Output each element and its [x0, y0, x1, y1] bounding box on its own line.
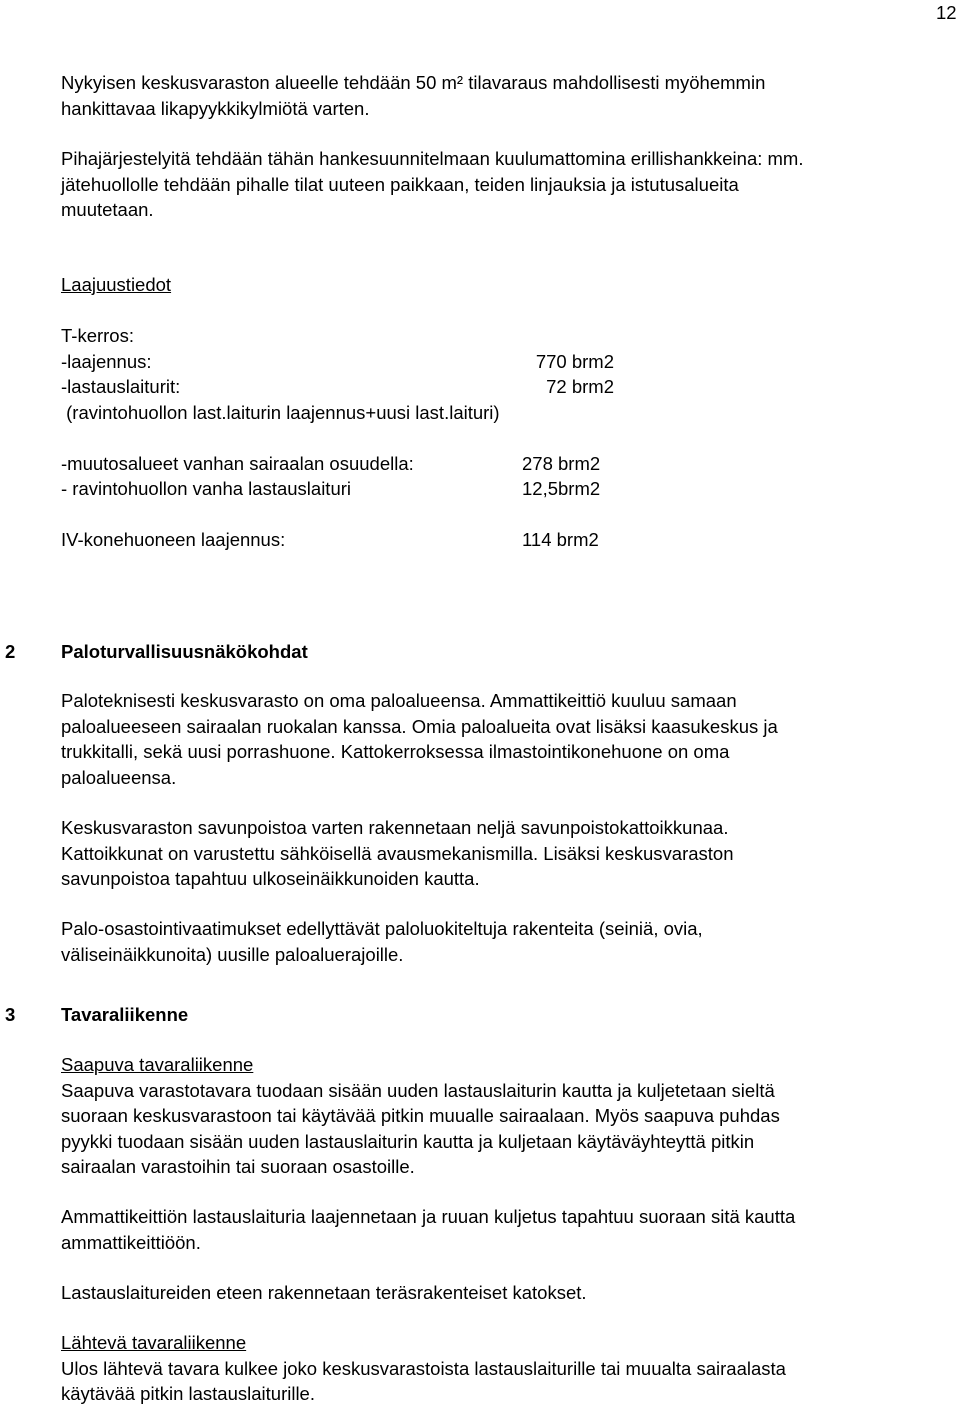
text-line: Palo-osastointivaatimukset edellyttävät paloluokiteltuja rakenteita (seiniä, ovia,: [61, 918, 703, 939]
text-line: ammattikeittiöön.: [61, 1231, 201, 1253]
text-line: suoraan keskusvarastoon tai käytävää pitkin muualle sairaalaan. Myös saapuva puhdas: [61, 1105, 780, 1126]
intro-paragraph-2: [61, 146, 941, 223]
text-line: Keskusvaraston savunpoistoa varten rakennetaan neljä savunpoistokattoikkunaa.: [61, 817, 729, 838]
text-line: Paloteknisesti keskusvarasto on oma paloalueensa. Ammattikeittiö kuuluu samaan: [61, 690, 737, 711]
text-line: Nykyisen keskusvaraston alueelle tehdään 50 m² tilavaraus mahdollisesti myöhemmin: [61, 72, 766, 93]
saapuva-block: [61, 1052, 941, 1180]
text-line: jätehuollolle tehdään pihalle tilat uuteen paikkaan, teiden linjauksia ja istutusalueita: [61, 173, 739, 195]
katokset-paragraph: [61, 1280, 941, 1306]
section-2-number: 2: [5, 641, 16, 662]
area-value-laajennus: 770 brm2: [535, 351, 614, 372]
section-2-paragraph-3: [61, 916, 941, 967]
area-label-lastauslaiturit: -lastauslaiturit:: [61, 376, 181, 397]
area-value-muutosalueet: 278 brm2: [522, 453, 601, 474]
section-3-title: Tavaraliikenne: [61, 1004, 189, 1025]
section-2-paragraph-1: [61, 688, 941, 790]
text-line: trukkitalli, sekä uusi porrashuone. Kattokerroksessa ilmastointikonehuone on oma: [61, 741, 730, 762]
text-line: hankittavaa likapyykkikylmiötä varten.: [61, 97, 370, 119]
lahteva-heading: Lähtevä tavaraliikenne: [61, 1332, 247, 1353]
intro-paragraph-1: [61, 70, 941, 121]
saapuva-heading: Saapuva tavaraliikenne: [61, 1054, 254, 1075]
floor-label: T-kerros:: [61, 325, 134, 346]
section-2-paragraph-2: [61, 815, 941, 892]
laajuustiedot-heading: Laajuustiedot: [61, 274, 172, 295]
area-label-muutosalueet: -muutosalueet vanhan sairaalan osuudella:: [61, 453, 414, 474]
ammattikeittio-paragraph: [61, 1204, 941, 1255]
text-line: Ammattikeittiön lastauslaituria laajennetaan ja ruuan kuljetus tapahtuu suoraan sitä kautta: [61, 1206, 796, 1227]
text-line: pyykki tuodaan sisään uuden lastauslaiturin kautta ja kuljetaan käytäväyhteyttä pitkin: [61, 1130, 755, 1152]
text-line: käytävää pitkin lastauslaiturille.: [61, 1383, 315, 1404]
text-line: Saapuva varastotavara tuodaan sisään uuden lastauslaiturin kautta ja kuljetetaan sieltä: [61, 1079, 775, 1101]
area-label-vanha-laituri: - ravintohuollon vanha lastauslaituri: [61, 478, 352, 499]
page-number: 12: [936, 2, 957, 23]
area-value-iv-konehuone: 114 brm2: [522, 529, 599, 550]
text-line: väliseinäikkunoita) uusille paloaluerajoille.: [61, 943, 404, 965]
area-label-laajennus: -laajennus:: [61, 351, 152, 372]
text-line: Ulos lähtevä tavara kulkee joko keskusvarastoista lastauslaiturille tai muualta sairaalasta: [61, 1357, 786, 1379]
text-line: Kattoikkunat on varustettu sähköisellä avausmekanismilla. Lisäksi keskusvaraston: [61, 842, 734, 864]
area-note: (ravintohuollon last.laiturin laajennus+uusi last.laituri): [61, 402, 500, 423]
text-line: sairaalan varastoihin tai suoraan osastoille.: [61, 1156, 415, 1177]
text-line: Pihajärjestelyitä tehdään tähän hankesuunnitelmaan kuulumattomina erillishankkeina: mm.: [61, 148, 804, 169]
section-2-title: Paloturvallisuusnäkökohdat: [61, 641, 308, 662]
text-line: savunpoistoa tapahtuu ulkoseinäikkunoiden kautta.: [61, 868, 480, 889]
area-value-vanha-laituri: 12,5brm2: [522, 478, 601, 499]
lahteva-block: [61, 1330, 941, 1407]
section-3-number: 3: [5, 1004, 16, 1025]
text-line: paloalueensa.: [61, 766, 177, 788]
text-line: paloalueeseen sairaalan ruokalan kanssa. Omia paloalueita ovat lisäksi kaasukeskus ja: [61, 715, 778, 737]
area-value-lastauslaiturit: 72 brm2: [546, 376, 614, 397]
text-line: muutetaan.: [61, 199, 154, 220]
area-label-iv-konehuone: IV-konehuoneen laajennus:: [61, 529, 286, 550]
text-line: Lastauslaitureiden eteen rakennetaan teräsrakenteiset katokset.: [61, 1282, 587, 1303]
